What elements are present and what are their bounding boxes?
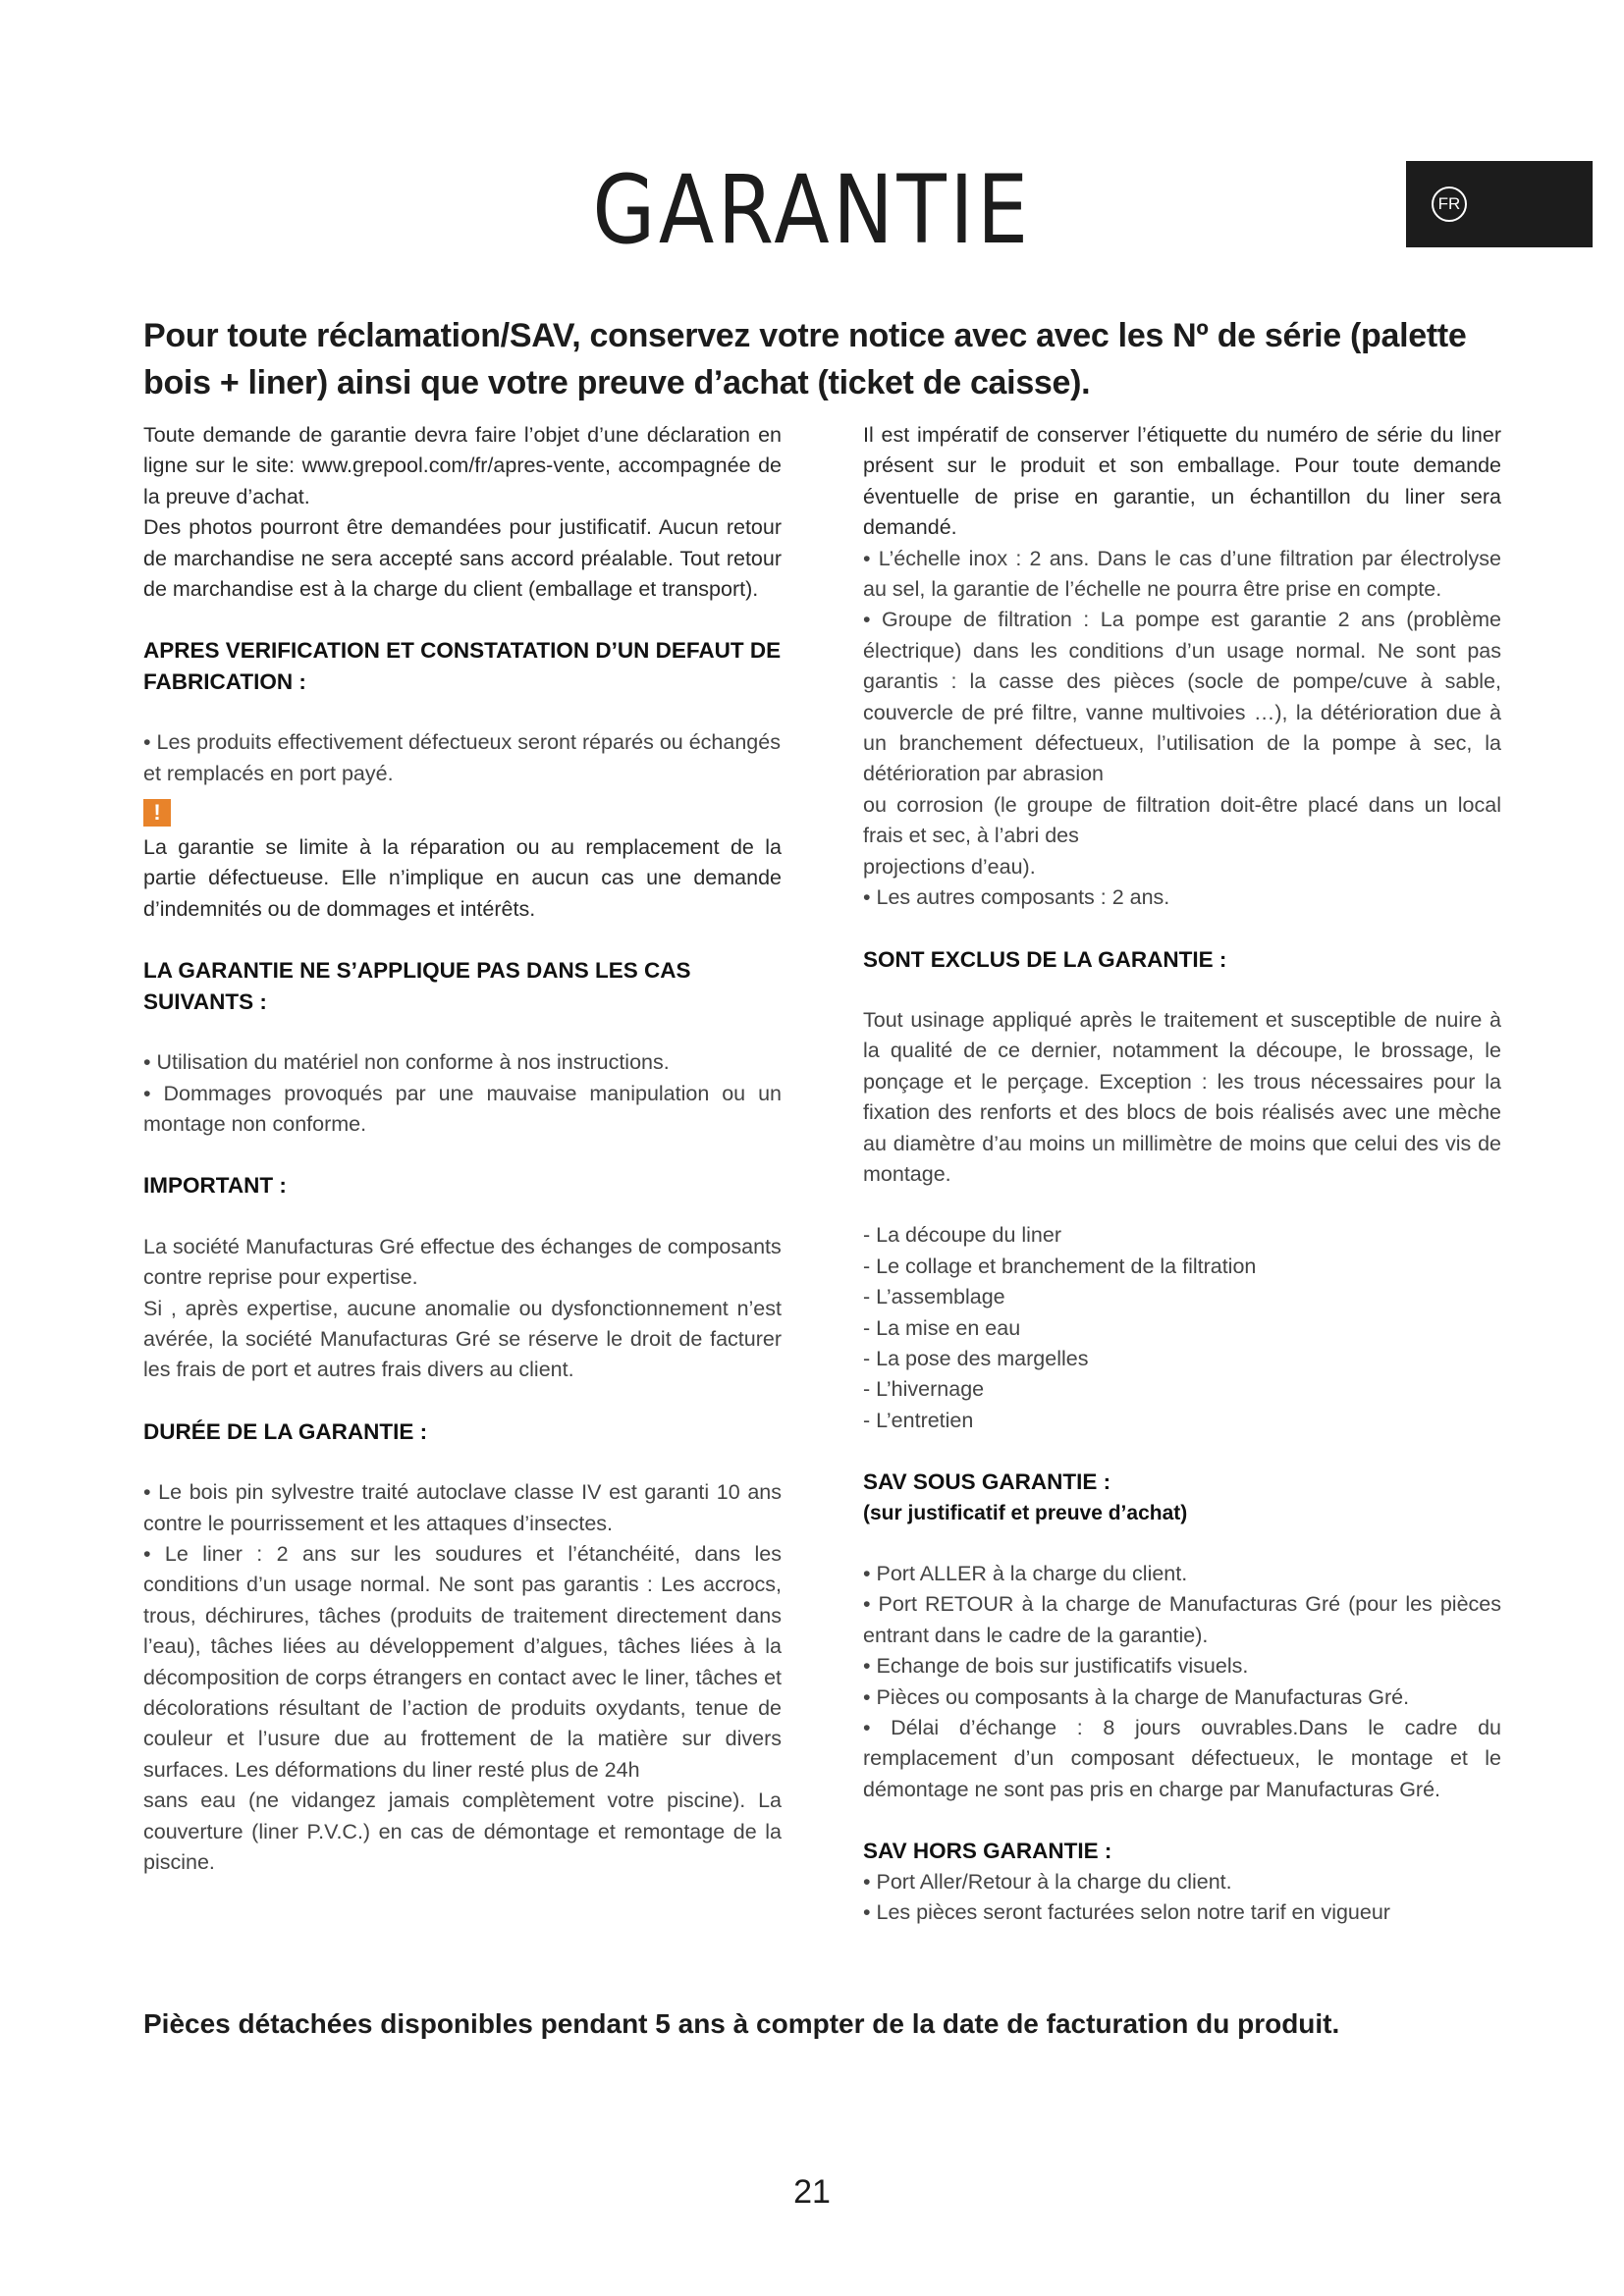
limit-text: La garantie se limite à la réparation ou au remplacement de la partie défectueuse. Elle n’implique en aucun cas une demande d’indemnités ou de dommages et intérêts.	[143, 835, 782, 921]
photos-return-text: Des photos pourront être demandées pour justificatif. Aucun retour de marchandise ne sera accepté sans accord préalable. Tout retour de marchandise est à la charge du client (emballage et transport).	[143, 515, 782, 602]
sav-under-item: • Port ALLER à la charge du client.	[863, 1562, 1188, 1585]
page-number: 21	[793, 2173, 831, 2211]
defect-text: • Les produits effectivement défectueux seront réparés ou échangés et remplacés en port payé.	[143, 730, 781, 785]
not-apply-item: • Utilisation du matériel non conforme à nos instructions.	[143, 1050, 670, 1075]
page-title: GARANTIE	[592, 155, 1032, 265]
other-components-item: • Les autres composants : 2 ans.	[863, 885, 1170, 910]
sav-under-subheading: (sur justificatif et preuve d’achat)	[863, 1501, 1188, 1524]
duration-item: • Le liner : 2 ans sur les soudures et l’étanchéité, dans les conditions d’un usage normal. Ne sont pas garantis : Les accrocs, trous, déchirures, tâches (produits de traitement directement dans l’eau), tâches liées au développement d’algues, tâches liées à la décomposition de corps étrangers en contact avec le liner, tâches et décolorations résultant de l’action de produits oxydants, tenue de couleur et l’usure due au frottement de la matière sur divers surfaces. Les déformations du liner resté plus de 24h	[143, 1541, 782, 1782]
excluded-list-item: - L’assemblage	[863, 1285, 1005, 1309]
sav-out-heading: SAV HORS GARANTIE :	[863, 1839, 1112, 1864]
sav-out-item: • Port Aller/Retour à la charge du client.	[863, 1869, 1232, 1894]
excluded-list-item: - La mise en eau	[863, 1315, 1021, 1340]
not-apply-heading: LA GARANTIE NE S’APPLIQUE PAS DANS LES CAS SUIVANTS :	[143, 958, 691, 1014]
intro-notice: Pour toute réclamation/SAV, conservez votre notice avec avec les Nº de série (palette bois + liner) ainsi que votre preuve d’achat (ticket de caisse).	[143, 317, 1467, 401]
language-tab	[1406, 161, 1593, 247]
sav-under-item: • Délai d’échange : 8 jours ouvrables.Dans le cadre du remplacement d’un composant défectueux, le montage et le démontage ne sont pas pris en charge par Manufacturas Gré.	[863, 1716, 1501, 1801]
corrosion-text: projections d’eau).	[863, 854, 1036, 879]
excluded-text: Tout usinage appliqué après le traitement et susceptible de nuire à la qualité de ce dernier, notamment la découpe, le brossage, le ponçage et le perçage. Exception : les trous nécessaires pour la fixation des renforts et des blocs de bois réalisés avec une mèche au diamètre d’au moins un millimètre de moins que celui des vis de montage.	[863, 1007, 1501, 1186]
duration-heading: DURÉE DE LA GARANTIE :	[143, 1418, 428, 1444]
excluded-list-item: - La pose des margelles	[863, 1346, 1089, 1370]
excluded-heading: SONT EXCLUS DE LA GARANTIE :	[863, 946, 1227, 972]
defect-heading: APRES VERIFICATION ET CONSTATATION D’UN DEFAUT DE FABRICATION :	[143, 638, 782, 694]
spare-parts-note: Pièces détachées disponibles pendant 5 ans à compter de la date de facturation du produit.	[143, 2008, 1340, 2039]
excluded-list-item: - La découpe du liner	[863, 1223, 1062, 1248]
serial-label-text: Il est impératif de conserver l’étiquette du numéro de série du liner présent sur le produit et son emballage. Pour toute demande éventuelle de prise en garantie, un échantillon du liner sera demandé.	[863, 423, 1501, 540]
important-text: La société Manufacturas Gré effectue des échanges de composants contre reprise pour expertise.	[143, 1234, 782, 1290]
left-column	[143, 420, 782, 1878]
excluded-list-item: - Le collage et branchement de la filtration	[863, 1254, 1257, 1278]
duration-item: • Le bois pin sylvestre traité autoclave classe IV est garanti 10 ans contre le pourrissement et les attaques d’insectes.	[143, 1480, 782, 1535]
sav-under-item: • Echange de bois sur justificatifs visuels.	[863, 1654, 1249, 1679]
sav-out-item: • Les pièces seront facturées selon notre tarif en vigueur	[863, 1900, 1390, 1925]
important-heading: IMPORTANT :	[143, 1173, 287, 1199]
duration-item: sans eau (ne vidangez jamais complètement votre piscine). La couverture (liner P.V.C.) en cas de démontage et remontage de la piscine.	[143, 1789, 782, 1875]
excluded-list-item: - L’hivernage	[863, 1377, 985, 1402]
sav-under-item: • Port RETOUR à la charge de Manufacturas Gré (pour les pièces entrant dans le cadre de la garantie).	[863, 1592, 1501, 1647]
sav-under-item: • Pièces ou composants à la charge de Manufacturas Gré.	[863, 1684, 1410, 1709]
warning-icon: !	[143, 799, 171, 827]
corrosion-text: ou corrosion (le groupe de filtration doit-être placé dans un local frais et sec, à l’abri des	[863, 792, 1501, 848]
not-apply-item: • Dommages provoqués par une mauvaise manipulation ou un montage non conforme.	[143, 1081, 782, 1136]
sav-under-heading: SAV SOUS GARANTIE :	[863, 1469, 1111, 1495]
language-badge: FR	[1432, 187, 1467, 222]
right-column	[863, 420, 1501, 1928]
claim-procedure-text: Toute demande de garantie devra faire l’objet d’une déclaration en ligne sur le site: www.grepool.com/fr/apres-vente, accompagnée de la preuve d’achat.	[143, 423, 782, 508]
ladder-item: • L’échelle inox : 2 ans. Dans le cas d’une filtration par électrolyse au sel, la garantie de l’échelle ne pourra être prise en compte.	[863, 546, 1501, 602]
excluded-list-item: - L’entretien	[863, 1408, 974, 1432]
filter-item: • Groupe de filtration : La pompe est garantie 2 ans (problème électrique) dans les conditions d’un usage normal. Ne sont pas garantis : la casse des pièces (socle de pompe/cuve à sable, couvercle de pré filtre, vanne multivoies …), la détérioration due à un branchement défectueux, l’utilisation de la pompe à sec, la détérioration par abrasion	[863, 608, 1501, 786]
important-text: Si , après expertise, aucune anomalie ou dysfonctionnement n’est avérée, la société Manufacturas Gré se réserve le droit de facturer les frais de port et autres frais divers au client.	[143, 1296, 782, 1382]
